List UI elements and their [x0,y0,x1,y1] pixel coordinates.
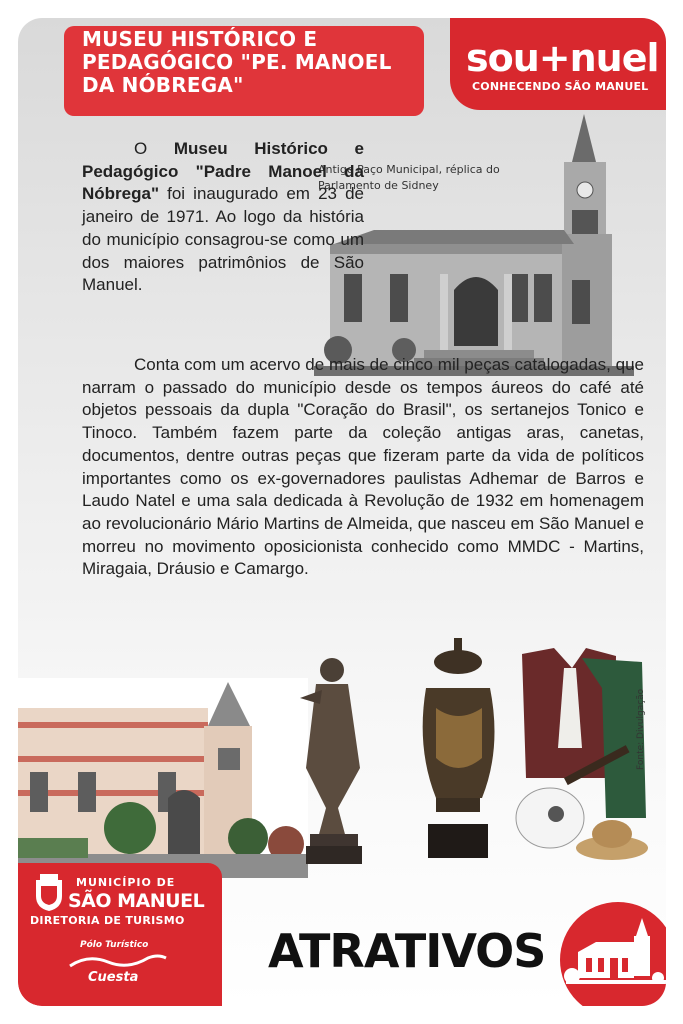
page-title [82,28,422,97]
brand-logo: sou+nuel [466,36,659,80]
article-p2-text: Conta com um acervo de mais de cinco mil peças catalogadas, que narram o passado do município desde os tempos áureos do café até objetos pessoais da dupla "Coração do Brasil", os sertanejos Tonico e Tinoco. Também fazem parte da coleção antigas aras, canetas, documentos, dentre outras peças que fizeram parte da vida de políticos importantes como os ex-governadores paulistas Adhemar de Barros e Laudo Natel e uma sala dedicada à Revolução de 1932 em homenagem ao revolucionário Mário Martins de Almeida, que nasceu em São Manuel e morreu no movimento oposicionista conhecido como MMDC - Martins, Miragaia, Dráusio e Camargo. [82,355,644,579]
municipality-label: MUNICÍPIO DE [76,876,176,889]
museum-name: Museu Histórico e Pedagógico "Padre Manoel da Nóbrega" [82,139,364,204]
title-line-1: MUSEU HISTÓRICO E [82,27,318,51]
photo-caption: Antigo Paço Municipal, réplica do Parlamento de Sidney [318,163,500,192]
city-hall-badge-icon [556,898,666,1006]
photo-credit: Fonte: Divulgação [636,688,646,770]
cuesta-wave-icon [68,952,168,970]
section-title: ATRATIVOS [268,924,546,978]
title-line-2: PEDAGÓGICO "PE. MANOEL [82,50,392,74]
article-paragraph-2 [82,354,644,581]
polo-name: Cuesta [88,970,139,985]
polo-label: Pólo Turístico [80,940,149,950]
museum-building-photo [18,678,308,878]
brand-tagline: CONHECENDO SÃO MANUEL [472,80,649,93]
article-p1-rest: foi inaugurado em 23 de janeiro de 1971. Ao logo da história do município consagrou-se como um dos maiores patrimônios de São Manuel. [82,184,364,295]
tourism-department: DIRETORIA DE TURISMO [30,914,185,927]
poster-panel [18,18,666,1006]
museum-artifacts-photo [286,628,660,874]
article-prefix: O [134,139,174,158]
coat-of-arms-icon [32,874,66,912]
title-line-3: DA NÓBREGA" [82,73,244,97]
municipality-name: SÃO MANUEL [68,890,205,912]
article-paragraph-1 [82,138,364,297]
